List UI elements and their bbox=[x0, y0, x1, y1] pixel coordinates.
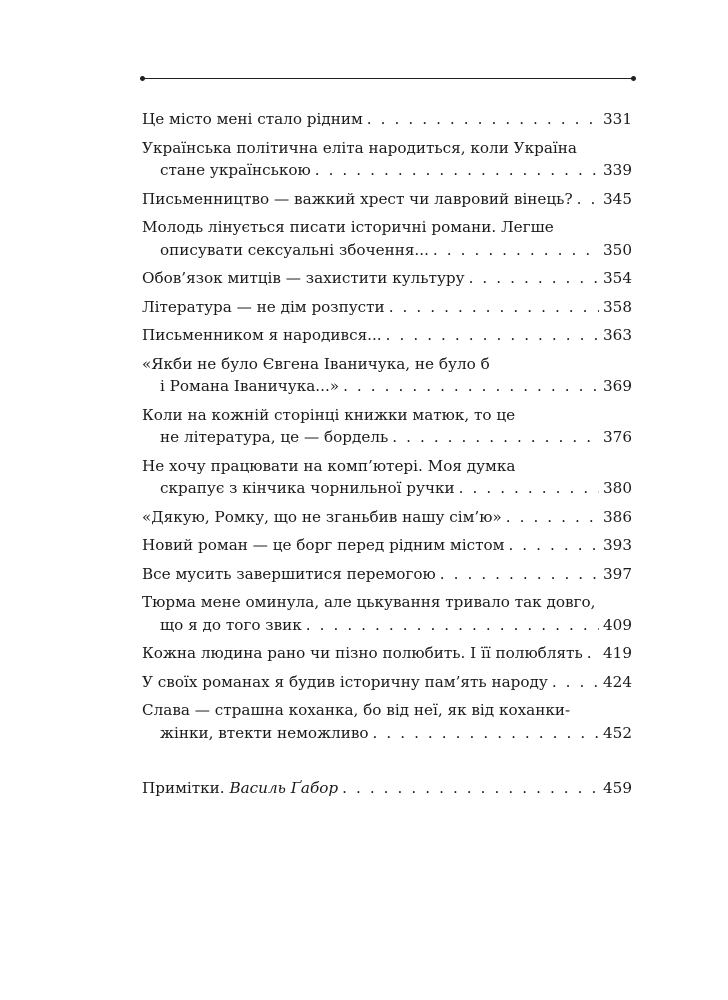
toc-page-number: 339 bbox=[603, 161, 632, 179]
toc-page-number: 363 bbox=[603, 326, 632, 344]
toc-entry-title: Тюрма мене оминула, але цькування тривало так довго, bbox=[142, 593, 596, 611]
dot-leader bbox=[469, 267, 599, 290]
toc-entry-notes bbox=[142, 777, 632, 800]
dot-leader bbox=[577, 188, 599, 211]
toc-entry-title-continued: стане українською bbox=[160, 161, 311, 179]
toc-page-number: 354 bbox=[603, 269, 632, 287]
toc-entry bbox=[142, 267, 632, 290]
toc-page-number: 452 bbox=[603, 723, 632, 742]
dot-leader bbox=[433, 239, 599, 262]
toc-entry-title: Новий роман — це борг перед рідним містом bbox=[142, 536, 505, 554]
toc-entry-title: «Дякую, Ромку, що не зганьбив нашу сім’ю» bbox=[142, 507, 502, 526]
toc-entry-title: Не хочу працювати на комп’ютері. Моя думка bbox=[142, 456, 516, 475]
toc-page-number: 409 bbox=[603, 615, 632, 634]
toc-entry-title-continued: жінки, втекти неможливо bbox=[160, 723, 369, 742]
notes-label: Примітки. bbox=[142, 779, 230, 797]
dot-leader bbox=[459, 477, 599, 500]
toc-page-number: 369 bbox=[603, 377, 632, 395]
toc-entry bbox=[142, 563, 632, 586]
toc-entry bbox=[142, 108, 632, 131]
toc-entry bbox=[142, 699, 632, 744]
toc-page-number: 358 bbox=[603, 297, 632, 316]
notes-title bbox=[142, 777, 338, 800]
toc-entry-title: Обов’язок митців — захистити культуру bbox=[142, 269, 465, 287]
toc-entry-title: Це місто мені стало рідним bbox=[142, 110, 363, 128]
toc-entry bbox=[142, 671, 632, 694]
dot-leader bbox=[373, 722, 599, 745]
toc-entry-title-continued: скрапує з кінчика чорнильної ручки bbox=[160, 479, 455, 497]
toc-page-number: 380 bbox=[603, 479, 632, 497]
table-of-contents bbox=[142, 108, 632, 806]
toc-page-number: 345 bbox=[603, 189, 632, 208]
toc-page-number: 419 bbox=[603, 644, 632, 662]
toc-entry bbox=[142, 216, 632, 261]
toc-entry bbox=[142, 642, 632, 665]
dot-leader bbox=[392, 426, 599, 449]
header-rule bbox=[140, 78, 632, 79]
toc-entry-title: «Якби не було Євгена Іваничука, не було б bbox=[142, 354, 490, 373]
toc-entry-title: Література — не дім розпусти bbox=[142, 297, 385, 316]
toc-page-number: 397 bbox=[603, 564, 632, 583]
toc-entry-title: У своїх романах я будив історичну пам’ять народу bbox=[142, 672, 548, 691]
toc-page-number: 386 bbox=[603, 507, 632, 526]
toc-page-number: 350 bbox=[603, 240, 632, 259]
toc-entry-title: Все мусить завершитися перемогою bbox=[142, 564, 436, 583]
dot-leader bbox=[306, 614, 599, 637]
dot-leader bbox=[367, 108, 599, 131]
header-rule-left-dot bbox=[140, 76, 145, 81]
toc-entry-title: Коли на кожній сторінці книжки матюк, то це bbox=[142, 405, 516, 424]
toc-entry bbox=[142, 188, 632, 211]
toc-entry bbox=[142, 534, 632, 557]
toc-entry bbox=[142, 506, 632, 529]
dot-leader bbox=[389, 296, 599, 319]
toc-entry bbox=[142, 137, 632, 182]
toc-entry bbox=[142, 296, 632, 319]
dot-leader bbox=[506, 506, 599, 529]
toc-entry-title: Кожна людина рано чи пізно полюбить. І її полюблять bbox=[142, 644, 583, 662]
toc-page-number: 331 bbox=[603, 110, 632, 128]
dot-leader bbox=[552, 671, 599, 694]
toc-page-number: 393 bbox=[603, 536, 632, 554]
dot-leader bbox=[343, 375, 599, 398]
toc-entry-title: Письменництво — важкий хрест чи лавровий вінець? bbox=[142, 189, 573, 208]
toc-entry-title: Письменником я народився... bbox=[142, 326, 382, 344]
toc-entry-title-continued: що я до того звик bbox=[160, 615, 302, 634]
toc-page-number: 459 bbox=[603, 779, 632, 797]
dot-leader bbox=[342, 777, 599, 800]
toc-entry bbox=[142, 591, 632, 636]
toc-entry-title-continued: описувати сексуальні збочення... bbox=[160, 240, 429, 259]
toc-page-number: 376 bbox=[603, 428, 632, 446]
toc-entry bbox=[142, 455, 632, 500]
dot-leader bbox=[508, 534, 599, 557]
toc-entry-title-continued: і Романа Іваничука...» bbox=[160, 377, 340, 395]
toc-entry bbox=[142, 324, 632, 347]
toc-entry-title: Слава — страшна коханка, бо від неї, як від коханки- bbox=[142, 701, 571, 719]
toc-entry bbox=[142, 404, 632, 449]
toc-entry bbox=[142, 353, 632, 398]
dot-leader bbox=[386, 324, 599, 347]
dot-leader bbox=[315, 159, 599, 182]
toc-entry-title: Українська політична еліта народиться, коли Україна bbox=[142, 138, 577, 157]
toc-entry-title: Молодь лінується писати історичні романи. Легше bbox=[142, 218, 554, 236]
dot-leader bbox=[440, 563, 599, 586]
notes-author: Василь Ґабор bbox=[229, 779, 339, 797]
toc-entry-title-continued: не література, це — бордель bbox=[160, 428, 389, 446]
toc-page-number: 424 bbox=[603, 672, 632, 691]
header-rule-right-dot bbox=[631, 76, 636, 81]
dot-leader bbox=[587, 642, 599, 665]
